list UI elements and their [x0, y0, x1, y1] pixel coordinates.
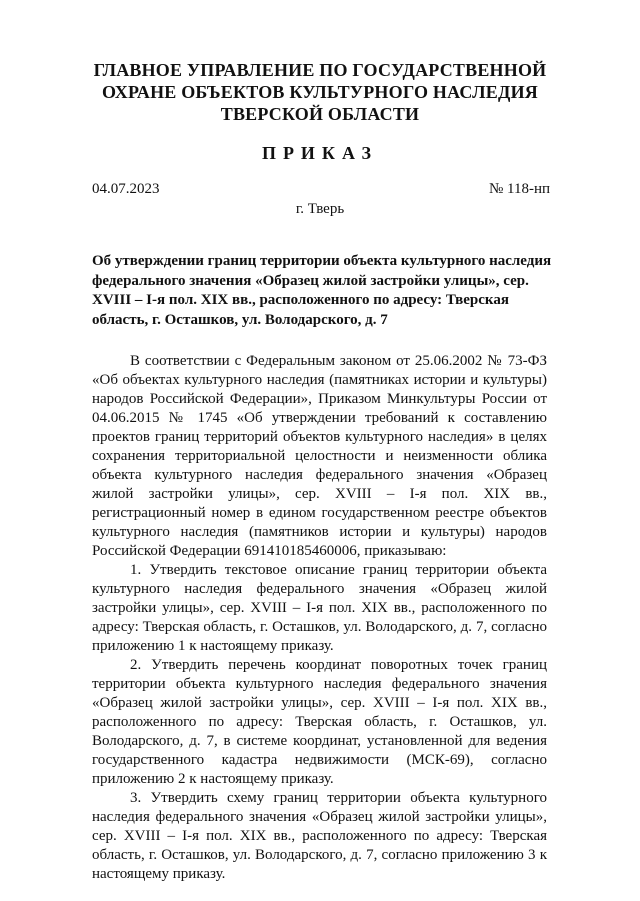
document-number: № 118-нп — [488, 181, 550, 197]
order-item-3: 3. Утвердить схему границ территории объекта культурного наследия федерального значения «Образец жилой застройки улицы», сер. XVIII – I-я пол. XIX вв., расположенного по адресу: Тверская область, г. Осташков, ул. Володарского, д. 7, согласно приложению 3 к настоящему приказу. — [92, 790, 547, 882]
organization-line-3: ТВЕРСКОЙ ОБЛАСТИ — [220, 104, 420, 124]
organization-line-1: ГЛАВНОЕ УПРАВЛЕНИЕ ПО ГОСУДАРСТВЕННОЙ — [93, 60, 547, 80]
organization-line-2: ОХРАНЕ ОБЪЕКТОВ КУЛЬТУРНОГО НАСЛЕДИЯ — [102, 82, 538, 102]
document-type: ПРИКАЗ — [261, 143, 379, 163]
order-item-1: 1. Утвердить текстовое описание границ территории объекта культурного наследия федерального значения «Образец жилой застройки улицы», сер. XVIII – I-я пол. XIX вв., расположенного по адресу: Тверская область, г. Осташков, ул. Володарского, д. 7, согласно приложению 1 к настоящему приказу. — [92, 562, 547, 654]
organization-name — [60, 59, 580, 125]
document-date: 04.07.2023 — [92, 181, 160, 197]
document-city: г. Тверь — [295, 201, 345, 217]
preamble-paragraph: В соответствии с Федеральным законом от 25.06.2002 № 73-ФЗ «Об объектах культурного наследия (памятниках истории и культуры) народов Российской Федерации», Приказом Минкультуры России от 04.06.2015 № 1745 «Об утверждении требований к составлению проектов границ территорий объектов культурного наследия» в целях сохранения территориальной целостности и неизменности облика объекта культурного наследия федерального значения «Образец жилой застройки улицы», сер. XVIII – I-я пол. XIX вв., регистрационный номер в едином государственном реестре объектов культурного наследия (памятников истории и культуры) народов Российской Федерации 691410185460006, приказываю: — [92, 353, 547, 559]
document-body — [92, 352, 547, 884]
order-item-2: 2. Утвердить перечень координат поворотных точек границ территории объекта культурного наследия федерального значения «Образец жилой застройки улицы», сер. XVIII – I-я пол. XIX вв., расположенного по адресу: Тверская область, г. Осташков, ул. Володарского, д. 7, в системе координат, установленной для ведения государственного кадастра недвижимости (МСК-69), согласно приложению 2 к настоящему приказу. — [92, 657, 547, 787]
document-subject: Об утверждении границ территории объекта культурного наследия федерального значения «Образец жилой застройки улицы», сер. XVIII – I-я пол. XIX вв., расположенного по адресу: Тверская область, г. Осташков, ул. Володарского, д. 7 — [92, 253, 552, 328]
